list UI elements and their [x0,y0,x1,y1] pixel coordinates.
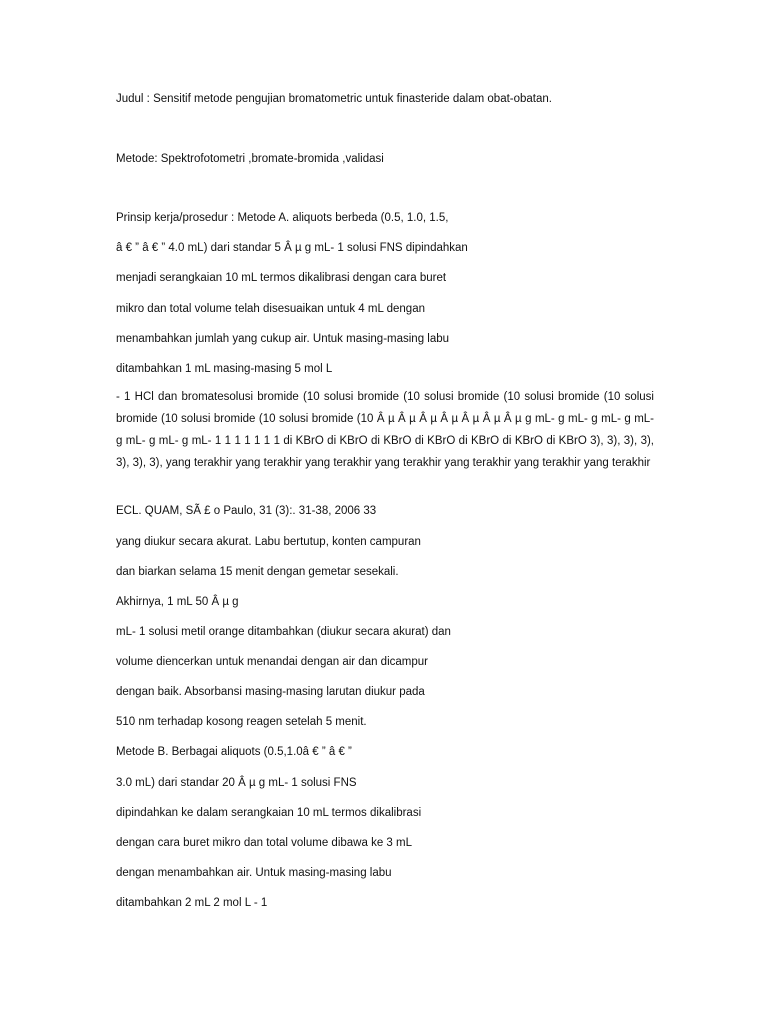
text-line: 510 nm terhadap kosong reagen setelah 5 menit. [116,716,367,728]
text-line: dengan menambahkan air. Untuk masing-masing labu [116,867,392,879]
text-paragraph: - 1 HCl dan bromatesolusi bromide (10 solusi bromide (10 solusi bromide (10 solusi bromide (10 solusi bromide (10 solusi bromide (10 solusi bromide (10 Â µ Â µ Â µ Â µ Â µ Â µ Â µ g mL- g mL- g mL- g mL- g mL- g mL- g mL- 1 1 1 1 1 1 1 di KBrO di KBrO di KBrO di KBrO di KBrO di KBrO di KBrO 3), 3), 3), 3), 3), 3), 3), yang terakhir yang terakhir yang terakhir yang terakhir yang terakhir yang terakhir yang terakhir [116,391,654,469]
text-line: dengan cara buret mikro dan total volume dibawa ke 3 mL [116,837,412,849]
document-title: Judul : Sensitif metode pengujian bromatometric untuk finasteride dalam obat-obatan. [116,93,552,105]
method-line: Metode: Spektrofotometri ,bromate-bromida ,validasi [116,153,384,165]
text-line: volume diencerkan untuk menandai dengan air dan dicampur [116,656,428,668]
text-line: Metode B. Berbagai aliquots (0.5,1.0â € ” â € ” [116,746,352,758]
citation-line: ECL. QUAM, SÃ £ o Paulo, 31 (3):. 31-38, 2006 33 [116,505,377,517]
text-line: dengan baik. Absorbansi masing-masing larutan diukur pada [116,686,425,698]
text-line: Prinsip kerja/prosedur : Metode A. aliquots berbeda (0.5, 1.0, 1.5, [116,212,449,224]
text-line: 3.0 mL) dari standar 20 Â µ g mL- 1 solusi FNS [116,777,357,789]
text-line: Akhirnya, 1 mL 50 Â µ g [116,596,239,608]
text-line: mikro dan total volume telah disesuaikan untuk 4 mL dengan [116,303,425,315]
text-line: â € ” â € ” 4.0 mL) dari standar 5 Â µ g mL- 1 solusi FNS dipindahkan [116,242,468,254]
text-line: mL- 1 solusi metil orange ditambahkan (diukur secara akurat) dan [116,626,451,638]
text-line: menambahkan jumlah yang cukup air. Untuk masing-masing labu [116,333,450,345]
text-line: menjadi serangkaian 10 mL termos dikalibrasi dengan cara buret [116,272,447,284]
text-line: yang diukur secara akurat. Labu bertutup, konten campuran [116,536,421,548]
text-line: ditambahkan 1 mL masing-masing 5 mol L [116,363,333,375]
text-line: ditambahkan 2 mL 2 mol L - 1 [116,897,268,909]
text-line: dan biarkan selama 15 menit dengan gemetar sesekali. [116,566,399,578]
text-line: dipindahkan ke dalam serangkaian 10 mL termos dikalibrasi [116,807,422,819]
